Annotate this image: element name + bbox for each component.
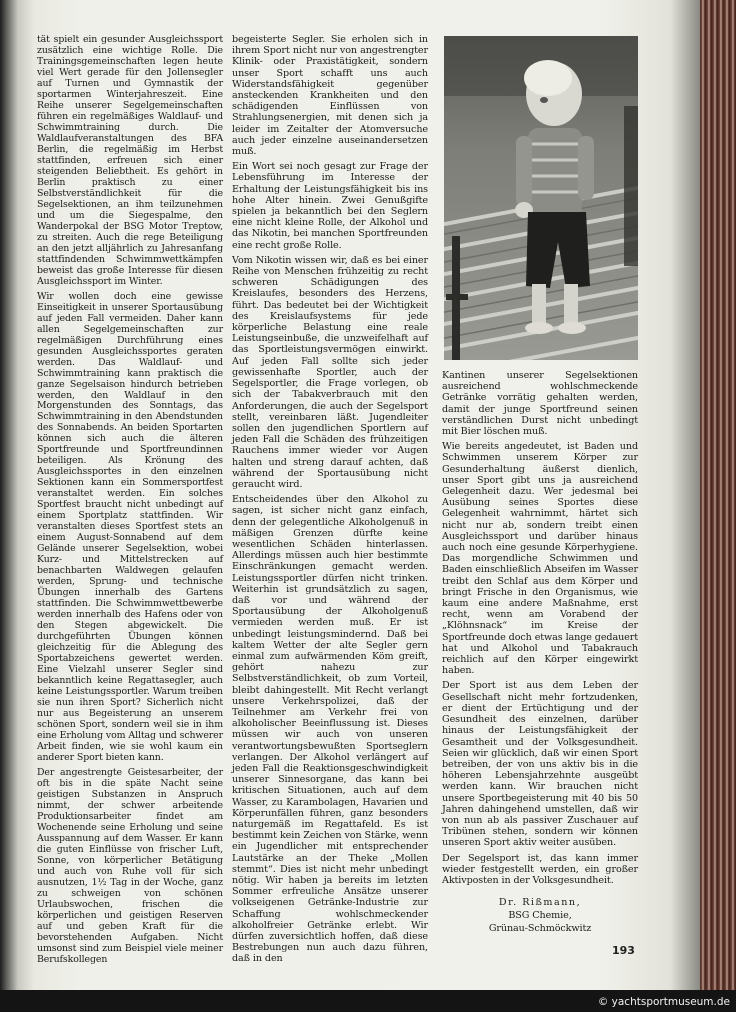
- paragraph: Der Segelsport ist, das kann immer wieder festgestellt werden, ein großer Aktivposten in der Volksgesundheit.: [442, 852, 638, 886]
- photo-child-on-pier: [444, 36, 638, 360]
- paragraph: Der Sport ist aus dem Leben der Gesellschaft nicht mehr fortzudenken, er dient der Ertüchtigung und der Gesundheit des einzelnen, darüber hinaus der Leistungsfähigkeit der Gesamtheit und der Volksgesundheit. Seien wir glücklich, daß wir einen Sport betreiben, der von uns aktiv bis in die höheren Lebensjahrzehnte ausgeübt werden kann. Wir brauchen nicht unsere Sportbegeisterung mit 40 bis 50 Jahren dahingehend umstellen, daß wir von nun ab als passiver Zuschauer auf Tribünen stehen, sondern wir können unseren Sport aktiv weiter ausüben.: [442, 680, 638, 849]
- paragraph: Wie bereits angedeutet, ist Baden und Schwimmen unserem Körper zur Gesunderhaltung äußerst dienlich, unser Sport gibt uns ja ausreichend Gelegenheit dazu. Wer jedesmal bei Ausübung seines Sportes diese Gelegenheit wahrnimmt, härtet sich nicht nur ab, sondern treibt einen Ausgleichssport und darüber hinaus auch noch eine gesunde Körperhygiene. Das morgendliche Schwimmen und Baden einschließlich Abseifen im Wasser treibt den Schlaf aus dem Körper und bringt Frische in den Organismus, wie kaum eine andere Maßnahme, erst recht, wenn am Vorabend der „Klöhnsnack“ im Kreise der Sportfreunde doch etwas lange gedauert hat und Alkohol und Tabakrauch reichlich auf den Körper eingewirkt haben.: [442, 441, 638, 677]
- author-signature: [442, 896, 638, 935]
- paragraph: tät spielt ein gesunder Ausgleichssport zusätzlich eine wichtige Rolle. Die Trainingsgemeinschaften legen heute viel Wert gerade für den Jollensegler auf Turnen und Gymnastik der sportarmen Winterjahreszeit. Eine Reihe unserer Segelgemeinschaften führen ein regelmäßiges Waldlauf- und Schwimmtraining durch. Die Waldlaufveranstaltungen des BFA Berlin, die regelmäßig im Herbst stattfinden, erfreuen sich einer steigenden Beliebtheit. Es gehört in Berlin praktisch zu einer Selbstverständlichkeit für die Segelsektionen, an ihm teilzunehmen und um die Siegespalme, den Wanderpokal der BSG Motor Treptow, zu streiten. Auch die rege Beteiligung an den jetzt alljährlich zu Jahresanfang stattfindenden Schwimmwettkämpfen beweist das große Interesse für diesen Ausgleichssport im Winter.: [37, 34, 223, 287]
- author-club: BSG Chemie,: [508, 910, 572, 922]
- watermark-text: © yachtsportmuseum.de: [597, 996, 730, 1008]
- paragraph: Der angestrengte Geistesarbeiter, der oft bis in die späte Nacht seine geistigen Substanzen in Anspruch nimmt, der schwer arbeitende Produktionsarbeiter findet am Wochenende seine Erholung und seine Ausspannung auf dem Wasser. Er kann die guten Einflüsse von frischer Luft, Sonne, von körperlicher Betätigung und auch von Ruhe voll für sich ausnutzen, 1½ Tag in der Woche, ganz zu schweigen von schönen Urlaubswochen, frischen die körperlichen und geistigen Reserven auf und geben Kraft für die bevorstehenden Aufgaben. Nicht umsonst sind zum Beispiel viele meiner Berufskollegen: [37, 766, 223, 965]
- text-column-3: [442, 370, 638, 935]
- text-column-1: [37, 34, 223, 969]
- book-page-edges: [700, 0, 736, 990]
- paragraph: Wir wollen doch eine gewisse Einseitigkeit in unserer Sportausübung auf jeden Fall vermeiden. Daher kann allen Segelgemeinschaften zur regelmäßigen Durchführung eines gesunden Ausgleichssportes geraten werden. Das Waldlauf- und Schwimmtraining kann praktisch die ganze Segelsaison hindurch betrieben werden, den Waldlauf in den Morgenstunden des Sonntags, das Schwimmtraining in den Abendstunden des Sonnabends. An beiden Sportarten können sich auch die älteren Sportfreunde und Sportfreundinnen beteiligen. Als Krönung des Ausgleichssportes in den einzelnen Sektionen kann ein Sommersportfest veranstaltet werden. Ein solches Sportfest braucht nicht unbedingt auf einem Sportplatz stattfinden. Wir veranstalten dieses Sportfest stets an einem August-Sonnabend auf dem Gelände unserer Segelsektion, wobei Kurz- und Mittelstrecken auf benachbarten Waldwegen gelaufen werden, Sprung- und technische Übungen innerhalb des Gartens stattfinden. Die Schwimmwettbewerbe werden innerhalb des Hafens oder von den Stegen abgewickelt. Die durchgeführten Übungen können gleichzeitig für die Ablegung des Sportabzeichens gewertet werden. Eine Vielzahl unserer Segler sind bekanntlich keine Regattasegler, auch keine Leistungssportler. Warum treiben sie nun ihren Sport? Sicherlich nicht nur aus Begeisterung an unserem schönen Sport, sondern weil sie in ihm eine Erholung vom Alltag und schwerer Arbeit finden, wie sie wohl kaum ein anderer Sport bieten kann.: [37, 290, 223, 763]
- page-number: 193: [612, 944, 635, 957]
- author-place: Grünau-Schmöckwitz: [488, 923, 592, 935]
- text-column-2: [232, 34, 428, 969]
- paragraph: Kantinen unserer Segelsektionen ausreichend wohlschmeckende Getränke vorrätig gehalten werden, damit der junge Sportfreund seinen verständlichen Durst nicht unbedingt mit Bier löschen muß.: [442, 370, 638, 438]
- author-name: Dr. Rißmann,: [498, 897, 582, 909]
- paragraph: Ein Wort sei noch gesagt zur Frage der Lebensführung im Interesse der Erhaltung der Leistungsfähigkeit bis ins hohe Alter hinein. Zwei Genußgifte spielen ja bekanntlich bei den Seglern eine nicht kleine Rolle, der Alkohol und das Nikotin, bei manchen Sportfreunden eine recht große Rolle.: [232, 161, 428, 251]
- paragraph: Entscheidendes über den Alkohol zu sagen, ist sicher nicht ganz einfach, denn der gelegentliche Alkoholgenuß in mäßigen Grenzen dürfte keine wesentlichen Schäden hinterlassen. Allerdings müssen auch hier bestimmte Einschränkungen gemacht werden. Leistungssportler dürfen nicht trinken. Weiterhin ist grundsätzlich zu sagen, daß vor und während der Sportausübung der Alkoholgenuß vermieden werden muß. Er ist unbedingt leistungsmindernd. Daß bei kaltem Wetter der alte Segler gern einmal zum aufwärmenden Köm greift, gehört nahezu zur Selbstverständlichkeit, ob zum Vorteil, bleibt dahingestellt. Mit Recht verlangt unsere Verkehrspolizei, daß der Teilnehmer am Verkehr frei von alkoholischer Beeinflussung ist. Dieses müssen wir auch von unseren verantwortungsbewußten Sportseglern verlangen. Der Alkohol verlängert auf jeden Fall die Reaktionsgeschwindigkeit unserer Sinnesorgane, das kann bei kritischen Situationen, auch auf dem Wasser, zu Karambolagen, Havarien und Körperunfällen führen, ganz besonders naturgemäß im Regattafeld. Es ist bestimmt kein Zeichen von Stärke, wenn ein Jugendlicher mit entsprechender Lautstärke an der Theke „Mollen stemmt“. Dies ist nicht mehr unbedingt nötig. Wir haben ja bereits im letzten Sommer erfreuliche Ansätze unserer volkseigenen Getränke-Industrie zur Schaffung wohlschmeckender alkoholfreier Getränke erlebt. Wir dürfen zuversichtlich hoffen, daß diese Bestrebungen nun auch dazu führen, daß in den: [232, 494, 428, 965]
- paragraph: Vom Nikotin wissen wir, daß es bei einer Reihe von Menschen frühzeitig zu recht schweren Schädigungen des Kreislaufes, besonders des Herzens, führt. Das bedeutet bei der Wichtigkeit des Kreislaufsystems für jede körperliche Belastung eine reale Leistungseinbuße, die unzweifelhaft auf das Sportleistungsvermögen einwirkt. Auf jeden Fall sollte sich jeder gewissenhafte Sportler, auch der Segelsportler, die Frage vorlegen, ob sich der Tabakverbrauch mit den Anforderungen, die auch der Segelsport stellt, vereinbaren läßt. Jugendleiter sollen den jugendlichen Sportlern auf jeden Fall die Schäden des frühzeitigen Rauchens immer wieder vor Augen halten und streng darauf achten, daß während der Sportausübung nicht geraucht wird.: [232, 254, 428, 490]
- photo-illustration: [444, 36, 638, 360]
- paragraph: begeisterte Segler. Sie erholen sich in ihrem Sport nicht nur von angestrengter Klinik- oder Praxistätigkeit, sondern unser Sport schafft uns auch Widerstandsfähigkeit gegenüber ansteckenden Krankheiten und den schädigenden Einflüssen von Strahlungsenergien, mit denen sich ja leider im Zeitalter der Atomversuche auch jeder einzelne auseinandersetzen muß.: [232, 34, 428, 158]
